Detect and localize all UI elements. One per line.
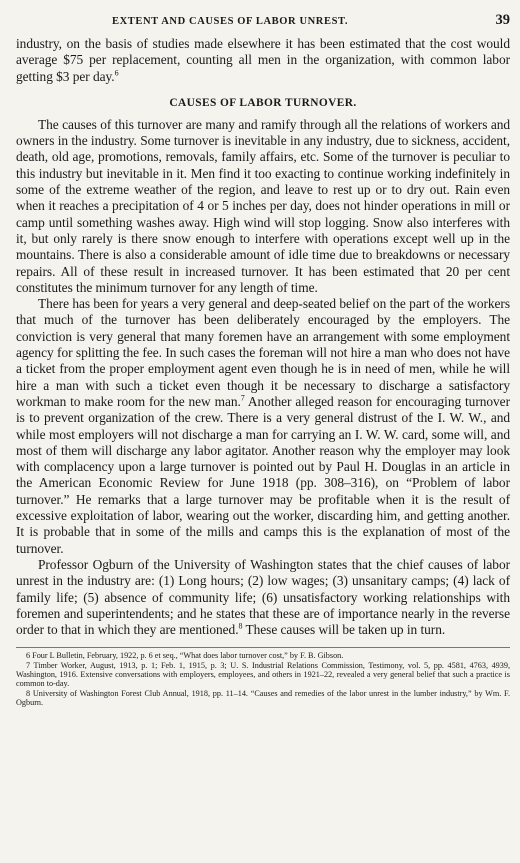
paragraph-ogburn-part2: These causes will be taken up in turn. [242,622,446,638]
footnote-ref-7: 7 [240,393,245,403]
paragraph-ogburn [16,557,510,638]
section-heading: CAUSES OF LABOR TURNOVER. [169,96,357,109]
intro-paragraph [16,36,510,85]
paragraph-deliberate-turnover-part2: Another alleged reason for encouraging turnover is to prevent organization of the crew. There is a very general distrust of the I. W. W., and while most employers will not discharge a man for carrying an I. W. W. card, some will, and most of them will discharge any labor agitator. Another reason why the employer may look with complacency upon a large turnover is pointed out by Paul H. Douglas in an article in the American Economic Review for June 1918 (pp. 308–316), on “Problem of labor turnover.” He remarks that a large turnover may be profitable when it is the result of excessive exploitation of labor, wearing out the worker, discarding him, and getting another. It is probable that in some of the mills and camps this is the explanation of most of the turnover. [16,393,510,556]
footnote-divider [16,647,510,648]
paragraph-deliberate-turnover-part1: There has been for years a very general and deep-seated belief on the part of the workers that much of the turnover has been deliberately encouraged by the employers. The conviction is very general that many foremen have an arrangement with some employment agency for splitting the fee. In such cases the foreman will not hire a man who does not have a ticket from the proper employment agent even though he is in need of men, while he will hire a man with such a ticket even though it be necessary to discharge a satisfactory workman to make room for the new man. [16,296,510,409]
paragraph-causes: The causes of this turnover are many and ramify through all the relations of workers and owners in the industry. Some turnover is inevitable in any industry, due to sickness, accident, death, old age, promotions, removals, family affairs, etc. Some of the turnover is peculiar to this industry but inevitable in it. Men find it too exacting to continue working indefinitely in some of the extreme weather of the region, and leave to rest up or to dry out. Rain even when it reaches a precipitation of 4 or 5 inches per day, does not hinder operations in mill or camp until something washes away. High wind will stop logging. Snow also interferes with it, but only rarely is there snow enough to interfere with operations except well up in the mountains. There is also a considerable amount of idle time due to breakdowns or necessary repairs. All of these result in increased turnover. It has been estimated that 20 per cent constitutes the minimum turnover for any length of time. [16,116,510,295]
intro-text: industry, on the basis of studies made elsewhere it has been estimated that the cost would average $75 per replacement, counting all men in the organization, with common labor getting $3 per day. [16,36,510,84]
paragraph-ogburn-part1: Professor Ogburn of the University of Washington states that the chief causes of labor unrest in the industry are: (1) Long hours; (2) low wages; (3) unsanitary camps; (4) lack of family life; (5) absence of community life; (6) unsatisfactory working relationships with foremen and superintendents; and he states that these are of importance nearly in the reverse order to that in which they are mentioned. [16,556,510,638]
footnotes [16,651,510,707]
footnote-8: 8 University of Washington Forest Club Annual, 1918, pp. 11–14. “Causes and remedies of the labor unrest in the lumber industry,” by Wm. F. Ogburn. [16,688,510,707]
running-title: EXTENT AND CAUSES OF LABOR UNREST. [112,16,349,27]
footnote-ref-8: 8 [238,621,243,631]
page-number: 39 [495,12,510,28]
paragraph-deliberate-turnover [16,296,510,557]
footnote-7: 7 Timber Worker, August, 1913, p. 1; Feb. 1, 1915, p. 3; U. S. Industrial Relations Commission, Testimony, vol. 5, pp. 4581, 4763, 4939, Washington, 1916. Extensive conversations with employers, employees, and others in 1921–22, revealed a very general belief that such a practice is common to-day. [16,660,510,689]
footnote-ref-6: 6 [114,68,119,78]
footnote-6: 6 Four L Bulletin, February, 1922, p. 6 et seq., “What does labor turnover cost,” by F. B. Gibson. [26,651,344,661]
running-header [16,12,510,34]
body-text [16,36,510,638]
